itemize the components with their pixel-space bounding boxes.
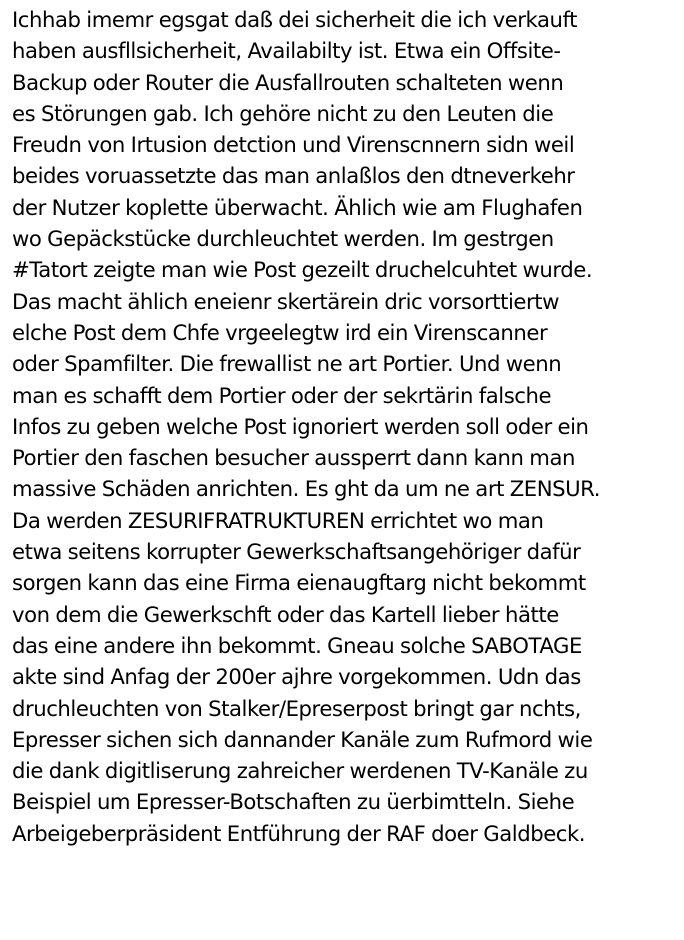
text-line: oder Spamfilter. Die frewallist ne art Portier. Und wenn (12, 351, 562, 377)
text-line: haben ausfllsicherheit, Availabilty ist. Etwa ein Offsite- (12, 38, 561, 64)
text-line: der Nutzer koplette überwacht. Ählich wie am Flughafen (12, 194, 583, 220)
text-line: massive Schäden anrichten. Es ght da um ne art ZENSUR. (12, 476, 600, 502)
text-line: Backup oder Router die Ausfallrouten schalteten wenn (12, 69, 564, 95)
text-line: Portier den faschen besucher aussperrt dann kann man (12, 445, 575, 471)
text-line: #Tatort zeigte man wie Post gezeilt druchelcuhtet wurde. (12, 257, 593, 283)
text-line: Arbeigeberpräsident Entführung der RAF doer Galdbeck. (12, 820, 586, 846)
text-line: Das macht ählich eneienr skertärein dric vorsorttiertw (12, 288, 559, 314)
text-line: Freudn von Irtusion detction und Virenscnnern sidn weil (12, 132, 575, 158)
text-line: wo Gepäckstücke durchleuchtet werden. Im gestrgen (12, 226, 554, 252)
text-line: beides voruassetzte das man anlaßlos den dtneverkehr (12, 163, 575, 189)
text-line: Epresser sichen sich dannander Kanäle zum Rufmord wie (12, 726, 593, 752)
text-line: von dem die Gewerkschft oder das Kartell lieber hätte (12, 601, 559, 627)
text-line: Ichhab imemr egsgat daß dei sicherheit die ich verkauft (12, 7, 577, 32)
text-line: akte sind Anfag der 200er ajhre vorgekommen. Udn das (12, 664, 581, 690)
text-line: sorgen kann das eine Firma eienaugftarg nicht bekommt (12, 570, 586, 596)
text-line: Infos zu geben welche Post ignoriert werden soll oder ein (12, 413, 589, 439)
text-line: etwa seitens korrupter Gewerkschaftsangehöriger dafür (12, 539, 581, 565)
text-line: man es schafft dem Portier oder der sekrtärin falsche (12, 382, 552, 408)
text-line: Beispiel um Epresser-Botschaften zu üerbimtteln. Siehe (12, 789, 575, 815)
text-line: druchleuchten von Stalker/Epreserpost bringt gar nchts, (12, 695, 581, 721)
text-line: das eine andere ihn bekommt. Gneau solche SABOTAGE (12, 632, 582, 658)
text-line: Da werden ZESURIFRATRUKTUREN errichtet wo man (12, 507, 544, 533)
text-line: es Störungen gab. Ich gehöre nicht zu den Leuten die (12, 100, 554, 126)
text-body (12, 4, 680, 849)
text-line: die dank digitliserung zahreicher werdenen TV-Kanäle zu (12, 758, 588, 784)
text-line: elche Post dem Chfe vrgeelegtw ird ein Virenscanner (12, 319, 548, 345)
